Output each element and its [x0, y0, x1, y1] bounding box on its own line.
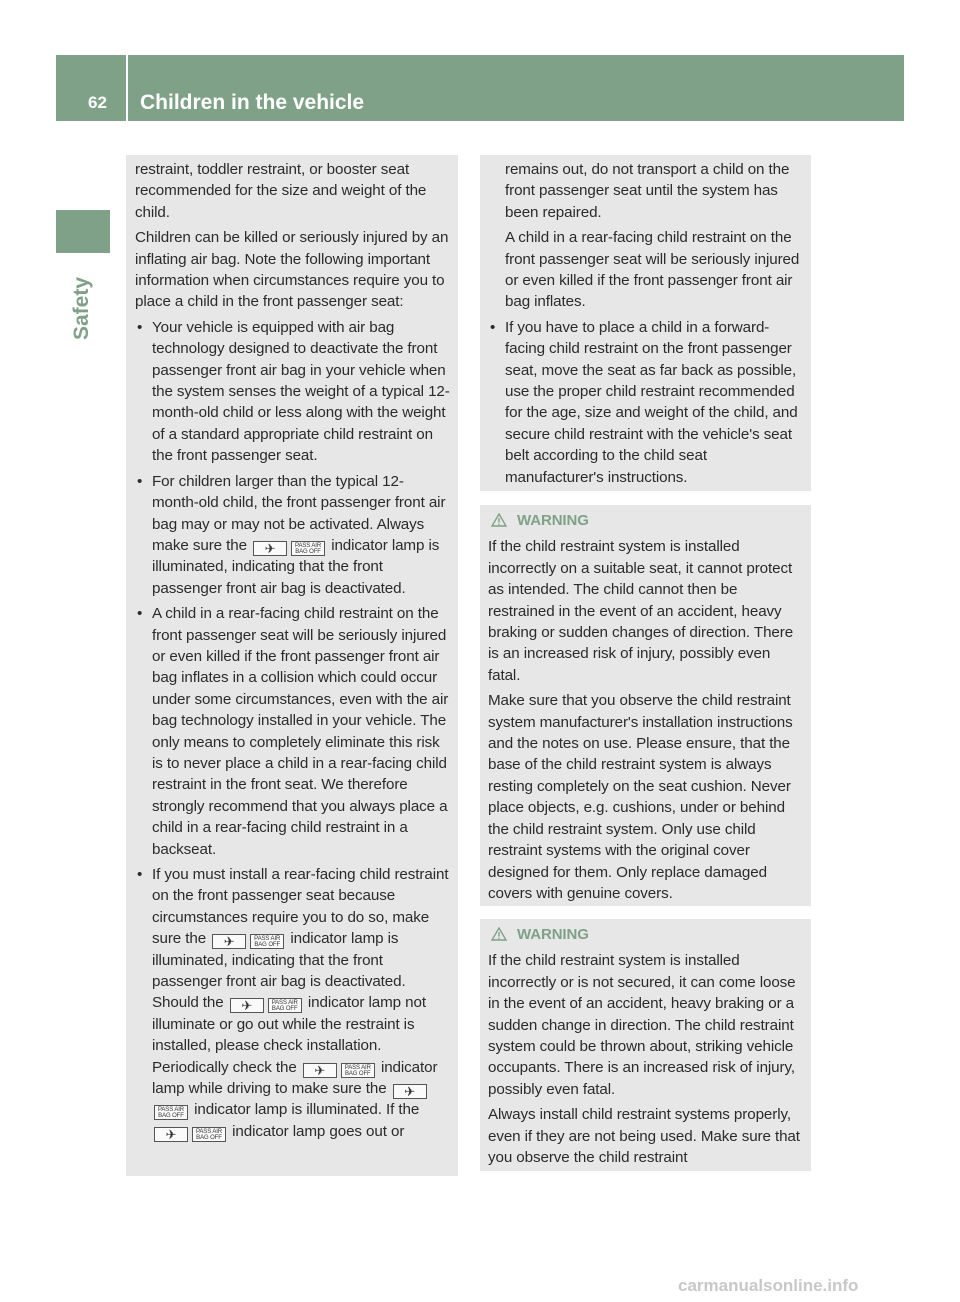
header-divider — [126, 55, 128, 121]
bullet-list — [488, 317, 803, 488]
child-seat-icon: ✈ — [393, 1084, 427, 1099]
child-seat-icon: ✈ — [154, 1127, 188, 1142]
continuation-panel — [480, 155, 811, 491]
warning-box — [480, 919, 811, 1171]
list-item: • Your vehicle is equipped with air bag technology designed to deactivate the front passenger front air bag in your vehicle when the system senses the weight of a typical 12-month-old child or less along with the weight of a standard appropriate child restraint on the front passenger seat. — [135, 317, 450, 467]
pass-airbag-off-icon: PASS AIR BAG OFF — [341, 1063, 375, 1078]
left-column — [126, 155, 458, 1176]
warning-text: Make sure that you observe the child restraint system manufacturer's installation instructions and the notes on use. Please ensure, that the base of the child restraint system is always resting completely on the seat cushion. Never place objects, e.g. cushions, under or behind the child restraint system. Only use child restraint systems with the original cover designed for them. Only replace damaged covers with genuine covers. — [488, 692, 793, 902]
list-item: • A child in a rear-facing child restraint on the front passenger seat will be seriously injured or even killed if the front passenger front air bag inflates in a collision which could occur under some circumstances, even with the air bag technology installed in your vehicle. The only means to completely eliminate this risk is to never place a child in a rear-facing child restraint in the front seat. We therefore strongly recommend that you always place a child in a rear-facing child restraint in a backseat. — [135, 603, 450, 860]
child-seat-icon: ✈ — [212, 934, 246, 949]
intro-paragraph: restraint, toddler restraint, or booster seat recommended for the size and weight of the child. — [135, 161, 427, 221]
list-item-text: If you must install a rear-facing child restraint on the front passenger seat because circumstances require you to do so, make sure the — [152, 866, 449, 948]
list-item-text: For children larger than the typical 12-month-old child, the front passenger front air bag may or may not be activated. Always make sure the — [152, 472, 446, 554]
list-item: • If you have to place a child in a forward-facing child restraint on the front passenger seat, move the seat as far back as possible, use the proper child restraint recommended for the age, size and weight of the child, and secure child restraint with the vehicle's seat belt according to the child seat manufacturer's instructions. — [488, 317, 803, 488]
pass-airbag-off-icon: PASS AIR BAG OFF — [192, 1127, 226, 1142]
list-item-text: indicator lamp goes out or — [232, 1122, 405, 1140]
list-item — [135, 471, 450, 599]
warning-heading — [488, 510, 803, 531]
warning-paragraph: Children can be killed or seriously injured by an inflating air bag. Note the following important information when circumstances require you to place a child in the front passenger seat: — [135, 229, 449, 311]
child-seat-icon: ✈ — [230, 998, 264, 1013]
section-label — [70, 240, 100, 340]
list-item-text: indicator lamp is illuminated, indicating that the front passenger front air bag is deactivated. — [152, 536, 440, 597]
warning-text: If the child restraint system is installed incorrectly on a suitable seat, it cannot protect as intended. The child cannot then be restrained in the event of an accident, heavy braking or sudden changes of direction. There is an increased risk of injury, possibly even fatal. — [488, 538, 794, 684]
warning-text: Always install child restraint systems properly, even if they are not being used. Make sure that you observe the child restraint — [488, 1106, 800, 1167]
list-item-text: indicator lamp while driving to make sure the — [152, 1058, 438, 1098]
list-item — [135, 864, 450, 1142]
warning-text: If the child restraint system is installed incorrectly or is not secured, it can come loose in the event of an accident, heavy braking or a sudden change in direction. The child restraint system could be thrown about, striking vehicle occupants. There is an increased risk of injury, possibly even fatal. — [488, 952, 796, 1098]
child-seat-icon: ✈ — [253, 541, 287, 556]
pass-airbag-off-icon: PASS AIR BAG OFF — [268, 998, 302, 1013]
continuation-text: A child in a rear-facing child restraint on the front passenger seat will be seriously injured or even killed if the front passenger front air bag inflates. — [505, 229, 800, 311]
bullet-list — [135, 317, 450, 1142]
list-item-text: indicator lamp is illuminated, indicating that the front passenger front air bag is deactivated. Should the — [152, 930, 406, 1012]
child-seat-icon: ✈ — [303, 1063, 337, 1078]
pass-airbag-off-icon: PASS AIR BAG OFF — [291, 541, 325, 556]
list-item-text: indicator lamp not illuminate or go out while the restraint is installed, please check installation. Periodically check the — [152, 994, 426, 1076]
warning-box — [480, 505, 811, 906]
pass-airbag-off-icon: PASS AIR BAG OFF — [154, 1105, 188, 1120]
continuation-text: remains out, do not transport a child on the front passenger seat until the system has been repaired. — [505, 161, 790, 221]
warning-triangle-icon — [491, 513, 507, 527]
warning-title: WARNING — [517, 512, 589, 529]
chapter-title: Children in the vehicle — [140, 91, 365, 114]
list-item-text: indicator lamp is illuminated. If the — [194, 1101, 420, 1119]
page-number: 62 — [88, 93, 107, 112]
pass-airbag-off-icon: PASS AIR BAG OFF — [250, 934, 284, 949]
warning-title: WARNING — [517, 926, 589, 943]
watermark: carmanualsonline.info — [678, 1276, 859, 1295]
warning-triangle-icon — [491, 927, 507, 941]
section-label-text: Safety — [70, 276, 93, 340]
warning-heading — [488, 924, 803, 945]
